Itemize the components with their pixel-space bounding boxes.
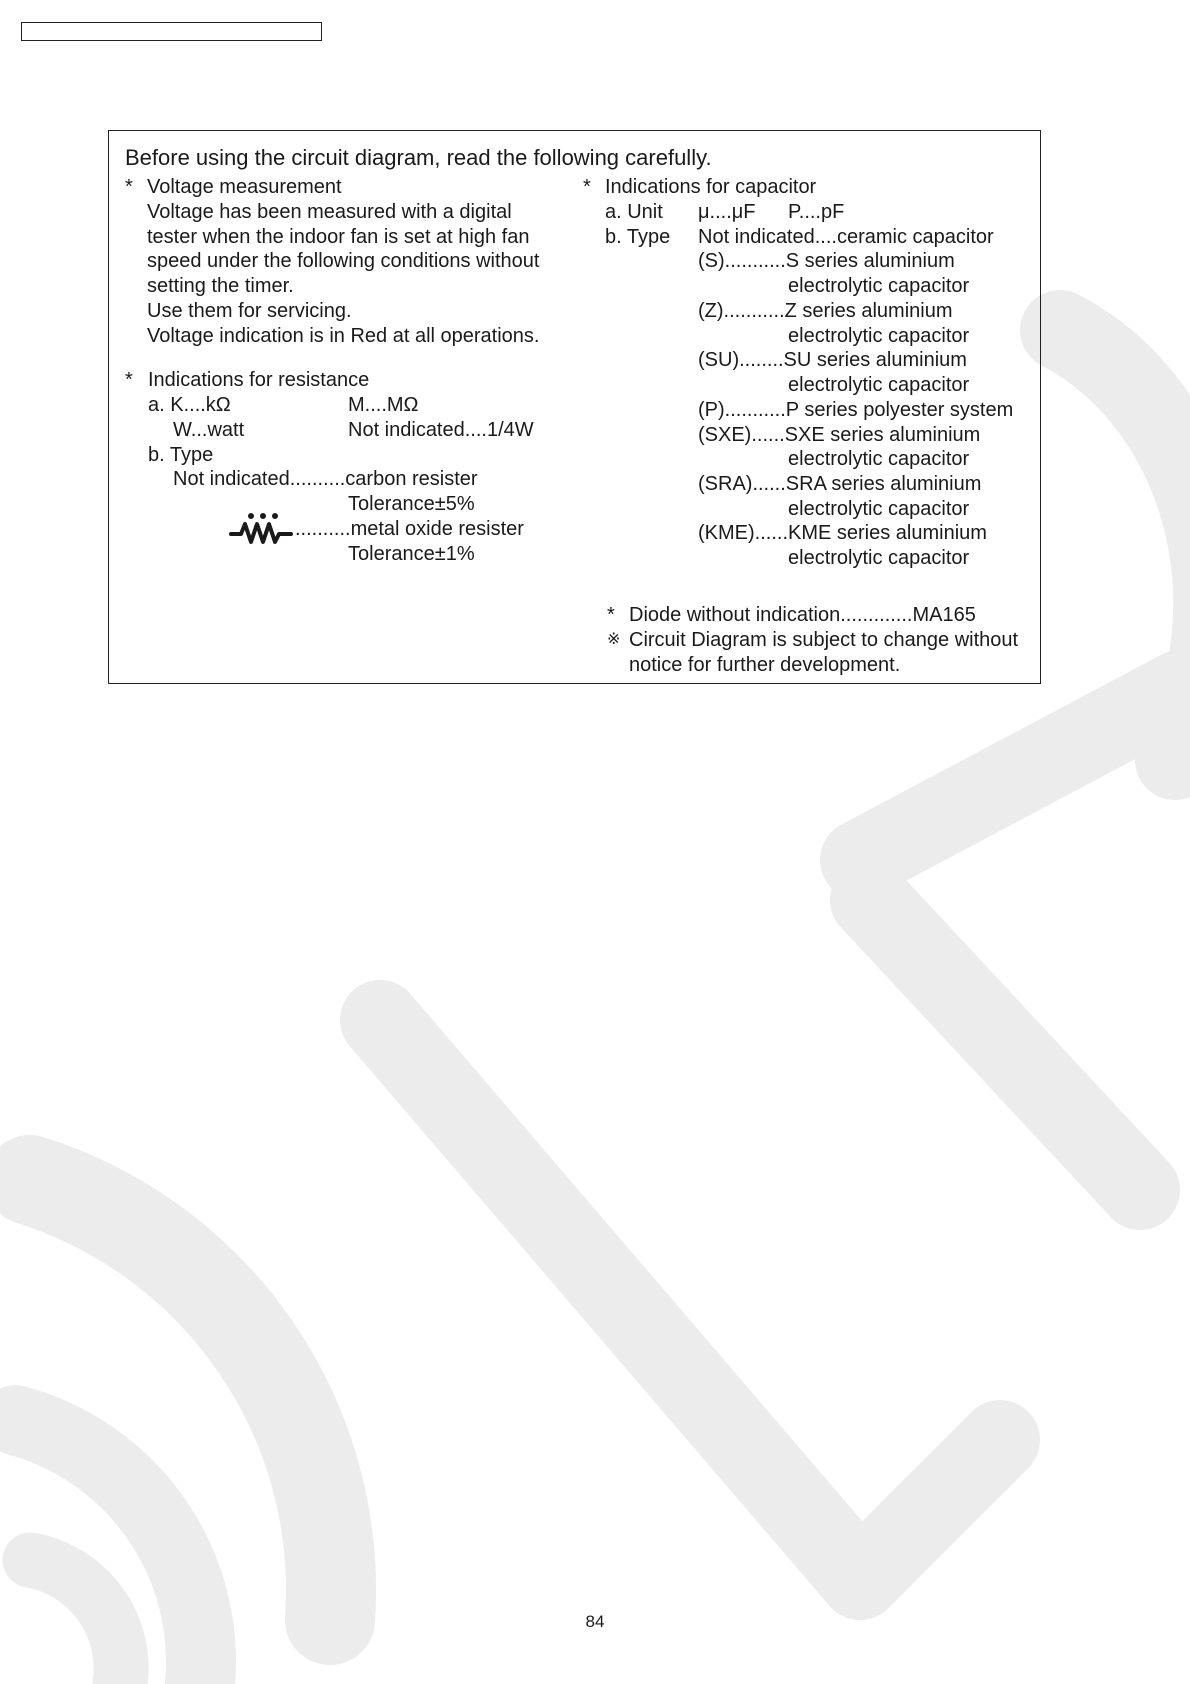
capacitor-type: (SXE)......SXE series aluminium [698,424,981,446]
capacitor-unit-u: μ....μF [698,201,756,223]
capacitor-type: (S)...........S series aluminium [698,250,955,272]
header-box [21,22,322,41]
capacitor-type: (SRA)......SRA series aluminium [698,473,982,495]
metal-oxide-resistor-icon [229,512,295,546]
capacitor-type-cont: electrolytic capacitor [788,448,970,470]
capacitor-type-cont: electrolytic capacitor [788,325,970,347]
diode-note: Diode without indication.............MA165 [629,604,976,626]
capacitor-type-cont: electrolytic capacitor [788,275,970,297]
page-number: 84 [585,1612,605,1631]
resistance-carbon-tolerance: Tolerance±5% [348,493,475,515]
resistance-unit-w: W...watt [173,419,245,441]
voltage-line: speed under the following conditions without [147,250,540,272]
resistance-unit-default: Not indicated....1/4W [348,419,534,441]
voltage-line: Voltage indication is in Red at all operations. [147,325,540,347]
voltage-line: Use them for servicing. [147,300,352,322]
capacitor-type: Not indicated....ceramic capacitor [698,226,994,248]
capacitor-unit-label: a. Unit [605,201,663,223]
voltage-line: Voltage has been measured with a digital [147,201,512,223]
voltage-bullet: * [125,176,133,198]
capacitor-type: (P)...........P series polyester system [698,399,1014,421]
voltage-line: setting the timer. [147,275,294,297]
resistance-unit-k: a. K....kΩ [148,394,231,416]
change-note-line: notice for further development. [629,654,901,676]
capacitor-type-label: b. Type [605,226,671,248]
capacitor-heading: Indications for capacitor [605,176,817,198]
change-note-line: Circuit Diagram is subject to change without [629,629,1019,651]
notes-title: Before using the circuit diagram, read the following carefully. [125,145,712,170]
resistance-metal-tolerance: Tolerance±1% [348,543,475,565]
change-bullet: ※ [607,631,621,648]
notes-frame [108,130,1041,684]
capacitor-type-cont: electrolytic capacitor [788,374,970,396]
resistance-bullet: * [125,369,133,391]
resistance-heading: Indications for resistance [148,369,370,391]
capacitor-type-cont: electrolytic capacitor [788,547,970,569]
resistance-carbon: Not indicated..........carbon resister [173,468,478,490]
voltage-line: tester when the indoor fan is set at high fan [147,226,530,248]
resistance-unit-m: M....MΩ [348,394,419,416]
resistance-type-label: b. Type [148,444,214,466]
resistance-metal: ..........metal oxide resister [295,518,524,540]
capacitor-unit-p: P....pF [788,201,845,223]
capacitor-type: (KME)......KME series aluminium [698,522,987,544]
capacitor-type: (SU)........SU series aluminium [698,349,967,371]
capacitor-bullet: * [583,176,591,198]
capacitor-type: (Z)...........Z series aluminium [698,300,953,322]
diode-bullet: * [607,604,615,626]
voltage-heading: Voltage measurement [147,176,342,198]
capacitor-type-cont: electrolytic capacitor [788,498,970,520]
